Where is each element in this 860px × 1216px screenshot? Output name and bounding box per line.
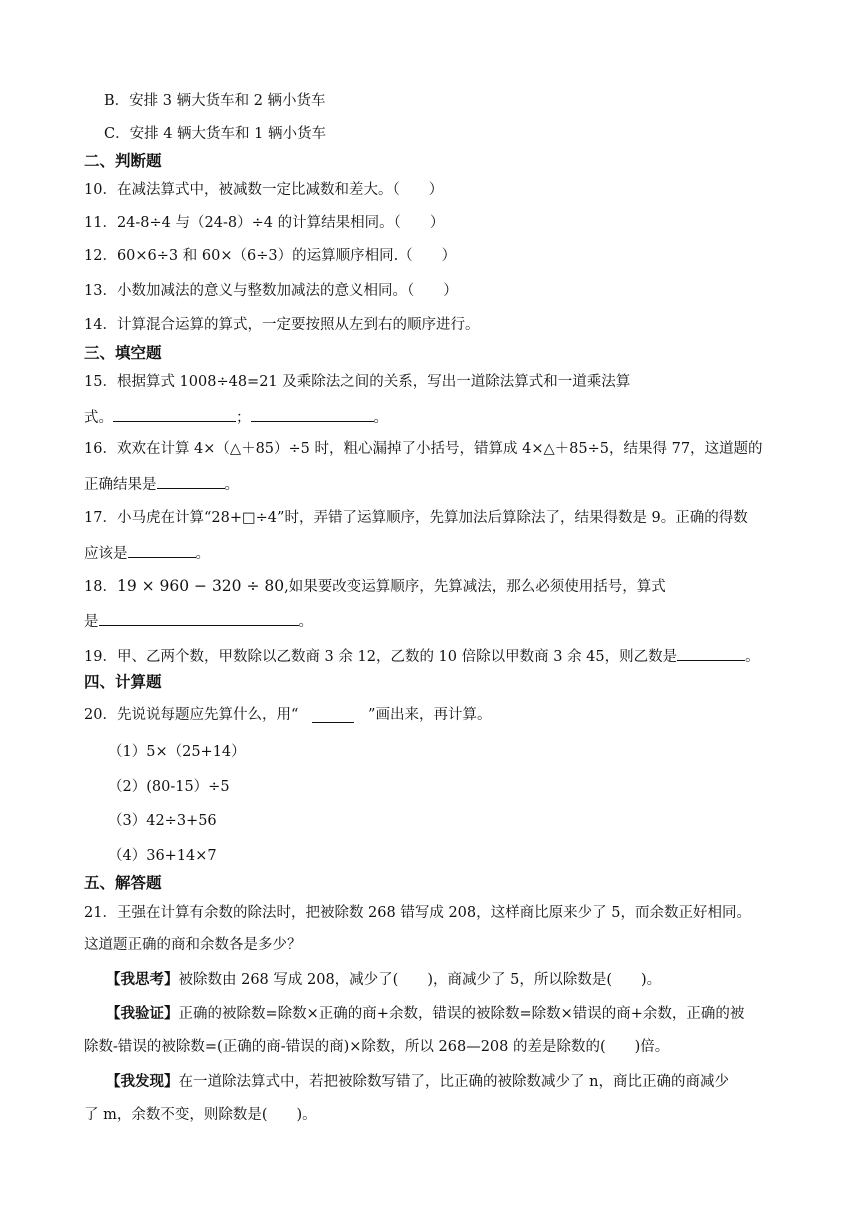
period: 。 bbox=[745, 649, 760, 665]
calc-item: （1）5×（25+14） bbox=[108, 744, 246, 760]
answer-blank[interactable] bbox=[128, 542, 196, 558]
question-18-text: ,如果要改变运算顺序，先算减法，那么必须使用括号，算式 bbox=[284, 579, 666, 595]
verify-text: 正确的被除数=除数×正确的商+余数，错误的被除数=除数×错误的商+余数，正确的被 bbox=[178, 1006, 745, 1022]
answer-blank[interactable] bbox=[157, 473, 225, 489]
question-14: 14．计算混合运算的算式，一定要按照从左到右的顺序进行。 bbox=[84, 317, 480, 333]
answer-blank[interactable] bbox=[99, 610, 299, 626]
question-18-prefix: 是 bbox=[84, 614, 99, 630]
option-b: B．安排 3 辆大货车和 2 辆小货车 bbox=[104, 93, 326, 109]
think-tag: 【我思考】 bbox=[106, 971, 179, 988]
question-16-prefix: 正确结果是 bbox=[84, 477, 157, 493]
question-12: 12．60×6÷3 和 60×（6÷3）的运算顺序相同.（ ） bbox=[84, 248, 457, 264]
question-21-line1: 21．王强在计算有余数的除法时，把被除数 268 错写成 208，这样商比原来少了 5，而余数正好相同。 bbox=[84, 905, 751, 921]
question-15-line1: 15．根据算式 1008÷48=21 及乘除法之间的关系，写出一道除法算式和一道乘法算 bbox=[84, 374, 631, 390]
find-paragraph-line1 bbox=[106, 1072, 729, 1092]
section-heading-calc: 四、计算题 bbox=[84, 673, 162, 691]
period: 。 bbox=[373, 410, 388, 426]
verify-paragraph-line1 bbox=[106, 1004, 744, 1024]
question-16-line1: 16．欢欢在计算 4×（△＋85）÷5 时，粗心漏掉了小括号，错算成 4×△＋85÷5，结果得 77，这道题的 bbox=[84, 441, 763, 457]
period: 。 bbox=[224, 477, 239, 493]
question-18-line1 bbox=[84, 576, 666, 597]
think-paragraph bbox=[106, 970, 661, 990]
section-heading-judge: 二、判断题 bbox=[84, 152, 162, 170]
calc-item: （4）36+14×7 bbox=[108, 848, 217, 864]
question-number: 18． bbox=[84, 579, 117, 595]
question-17-line2 bbox=[84, 542, 210, 564]
question-20 bbox=[84, 705, 491, 725]
question-21-line2: 这道题正确的商和余数各是多少？ bbox=[84, 937, 302, 953]
question-19 bbox=[84, 645, 760, 667]
answer-blank[interactable] bbox=[251, 406, 374, 422]
calc-item: （3）42÷3+56 bbox=[108, 813, 217, 829]
question-15-line2 bbox=[84, 406, 388, 428]
math-expression: 19 × 960 − 320 ÷ 80 bbox=[116, 577, 285, 595]
question-20-text-end: ”画出来，再计算。 bbox=[368, 707, 492, 723]
verify-tag: 【我验证】 bbox=[106, 1005, 179, 1022]
answer-blank[interactable] bbox=[113, 406, 236, 422]
period: 。 bbox=[298, 614, 313, 630]
verify-paragraph-line2: 除数-错误的被除数=(正确的商-错误的商)×除数，所以 268—208 的差是除数的( )倍。 bbox=[84, 1039, 670, 1055]
question-13: 13．小数加减法的意义与整数加减法的意义相同。（ ） bbox=[84, 283, 458, 299]
question-16-line2 bbox=[84, 473, 239, 495]
answer-blank[interactable] bbox=[677, 645, 745, 661]
question-20-text: 20．先说说每题应先算什么，用“ bbox=[84, 707, 299, 723]
question-17-prefix: 应该是 bbox=[84, 546, 128, 562]
section-heading-fill: 三、填空题 bbox=[84, 344, 162, 362]
question-17-line1: 17．小马虎在计算“28+□÷4”时，弄错了运算顺序，先算加法后算除法了，结果得数是 9。正确的得数 bbox=[84, 510, 748, 526]
option-c: C．安排 4 辆大货车和 1 辆小货车 bbox=[104, 126, 326, 142]
find-paragraph-line2: 了 m，余数不变，则除数是( )。 bbox=[84, 1107, 317, 1123]
question-19-text: 19．甲、乙两个数，甲数除以乙数商 3 余 12，乙数的 10 倍除以甲数商 3 余 45，则乙数是 bbox=[84, 649, 678, 665]
question-11: 11．24-8÷4 与（24-8）÷4 的计算结果相同。（ ） bbox=[84, 215, 445, 231]
calc-item: （2）(80-15）÷5 bbox=[108, 779, 230, 795]
think-text: 被除数由 268 写成 208，减少了( )，商减少了 5，所以除数是( )。 bbox=[178, 972, 662, 988]
find-tag: 【我发现】 bbox=[106, 1073, 179, 1090]
question-18-line2 bbox=[84, 610, 313, 632]
underline-mark bbox=[312, 707, 354, 723]
question-10: 10．在减法算式中，被减数一定比减数和差大。（ ） bbox=[84, 182, 444, 198]
period: 。 bbox=[195, 546, 210, 562]
section-heading-solve: 五、解答题 bbox=[84, 874, 162, 892]
separator: ； bbox=[236, 410, 251, 426]
find-text: 在一道除法算式中，若把被除数写错了，比正确的被除数减少了 n，商比正确的商减少 bbox=[178, 1074, 729, 1090]
question-15-prefix: 式。 bbox=[84, 410, 113, 426]
